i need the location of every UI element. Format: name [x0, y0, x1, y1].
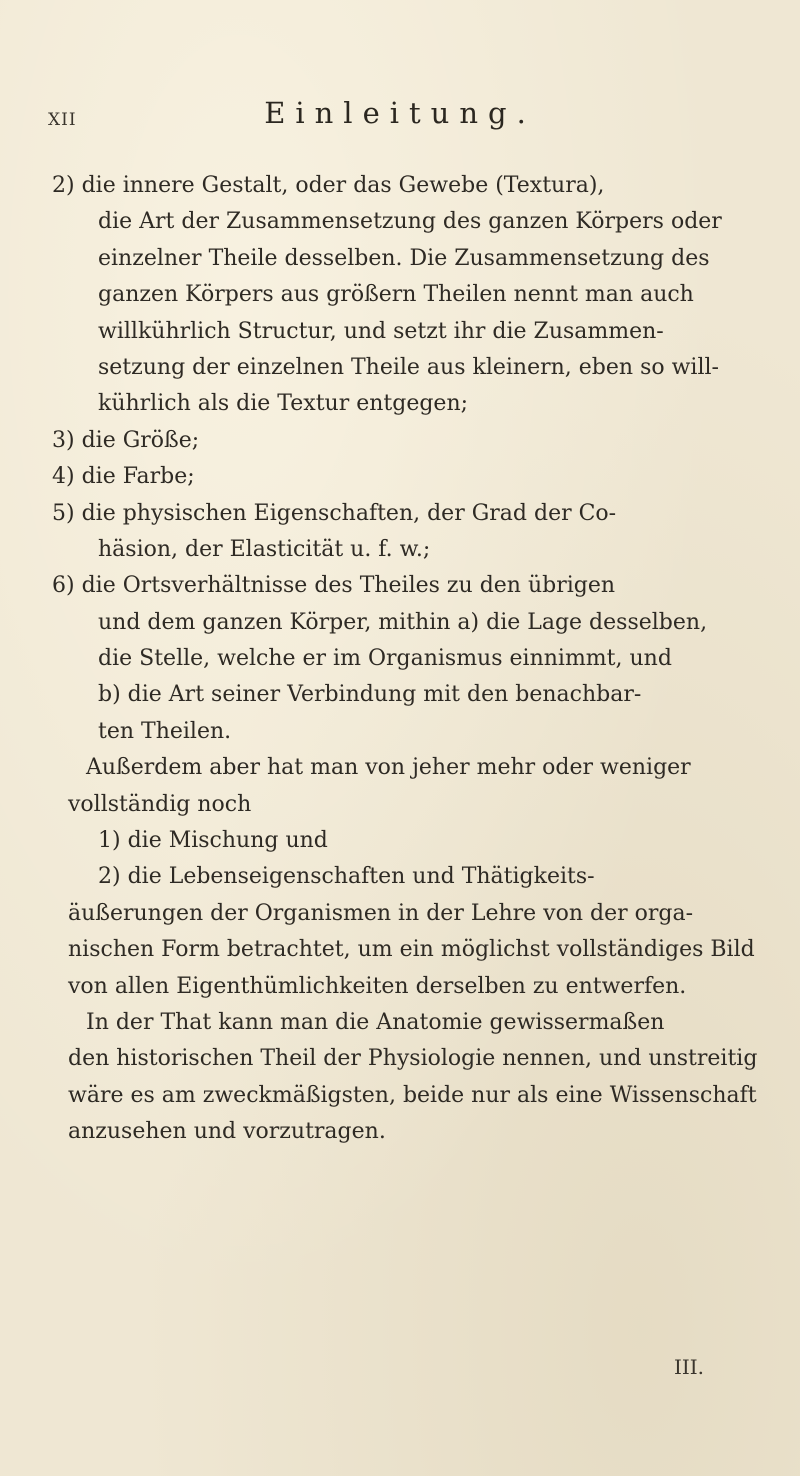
text-line: kührlich als die Textur entgegen; — [98, 391, 469, 417]
text-line: In der That kann man die Anatomie gewissermaßen — [86, 1009, 665, 1035]
text-line: von allen Eigenthümlichkeiten derselben zu entwerfen. — [68, 973, 687, 999]
text-line: 6) die Ortsverhältnisse des Theiles zu den übrigen — [52, 573, 616, 599]
text-line: 3) die Größe; — [52, 427, 200, 453]
text-line: häsion, der Elasticität u. f. w.; — [98, 536, 431, 562]
text-line: äußerungen der Organismen in der Lehre von der orga- — [68, 900, 694, 926]
text-line: willkührlich Structur, und setzt ihr die Zusammen- — [98, 318, 664, 344]
text-line: 1) die Mischung und — [98, 828, 328, 854]
text-line: Außerdem aber hat man von jeher mehr oder weniger — [86, 755, 691, 781]
text-line: die Stelle, welche er im Organismus einnimmt, und — [98, 646, 672, 672]
text-line: 4) die Farbe; — [52, 464, 195, 490]
text-line: b) die Art seiner Verbindung mit den benachbar- — [98, 682, 642, 708]
text-line: den historischen Theil der Physiologie nennen, und unstreitig — [68, 1046, 758, 1072]
text-line: einzelner Theile desselben. Die Zusammensetzung des — [98, 245, 710, 271]
text-line: und dem ganzen Körper, mithin a) die Lage desselben, — [98, 609, 708, 635]
text-line: nischen Form betrachtet, um ein möglichst vollständiges Bild — [68, 937, 755, 963]
page-number: XII — [48, 110, 77, 130]
running-head: Einleitung. — [264, 96, 536, 130]
body-text — [52, 168, 760, 1151]
text-line: setzung der einzelnen Theile aus kleinern, eben so will- — [98, 354, 719, 380]
text-line: 2) die innere Gestalt, oder das Gewebe (Textura), — [52, 173, 605, 198]
catchword: III. — [673, 1355, 704, 1379]
text-line: 5) die physischen Eigenschaften, der Grad der Co- — [52, 500, 617, 526]
text-line: 2) die Lebenseigenschaften und Thätigkeits- — [98, 864, 595, 890]
text-line: vollständig noch — [68, 791, 252, 817]
text-line: ganzen Körpers aus größern Theilen nennt man auch — [98, 282, 694, 308]
text-line: die Art der Zusammensetzung des ganzen Körpers oder — [98, 209, 722, 235]
text-line: wäre es am zweckmäßigsten, beide nur als eine Wissenschaft — [68, 1082, 757, 1108]
text-line: anzusehen und vorzutragen. — [68, 1119, 386, 1145]
text-line: ten Theilen. — [98, 718, 232, 744]
